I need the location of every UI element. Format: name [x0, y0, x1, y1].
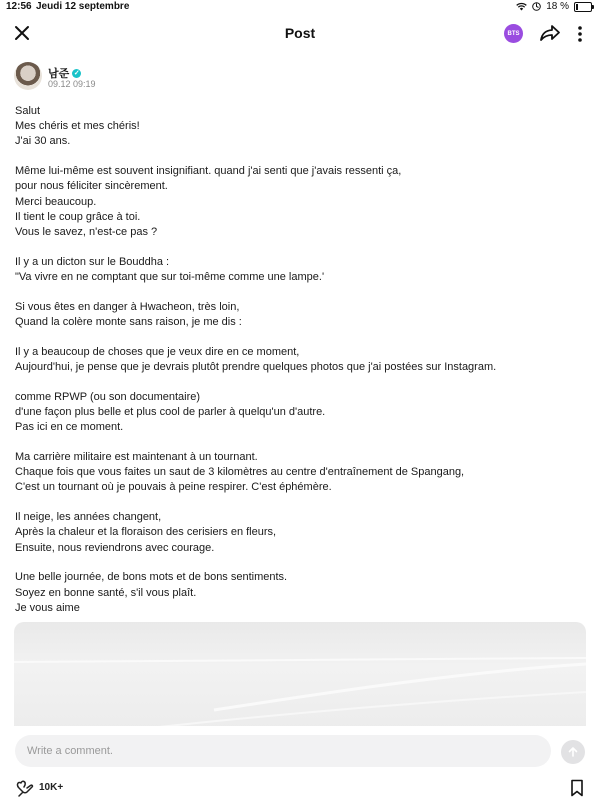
bookmark-icon[interactable]	[570, 779, 584, 797]
post-paragraph	[15, 345, 585, 375]
post-line: Quand la colère monte sans raison, je me dis :	[15, 316, 242, 329]
status-time: 12:56	[6, 1, 32, 12]
post-line: Il y a un dicton sur le Bouddha :	[15, 255, 170, 268]
bts-community-badge[interactable]: BTS	[504, 24, 523, 43]
comment-bar	[0, 726, 600, 800]
post-line: comme RPWP (ou son documentaire)	[15, 390, 201, 403]
post-paragraph	[15, 300, 585, 330]
arrow-up-icon	[567, 746, 579, 758]
post-timestamp: 09.12 09:19	[48, 79, 96, 89]
post-line: Mes chéris et mes chéris!	[15, 120, 140, 133]
post-line: Même lui-même est souvent insignifiant. quand j'ai senti que j'avais ressenti ça,	[15, 165, 402, 178]
post-paragraph	[15, 450, 585, 496]
post-body	[15, 104, 585, 631]
post-line: pour nous féliciter sincèrement.	[15, 180, 168, 193]
status-right	[516, 1, 592, 12]
post-line: Ma carrière militaire est maintenant à un tournant.	[15, 451, 258, 464]
post-paragraph	[15, 104, 585, 150]
post-line: Merci beaucoup.	[15, 195, 97, 208]
location-icon	[532, 2, 541, 11]
photo-content	[14, 622, 586, 732]
author-name: 남준	[48, 68, 70, 80]
post-line: Une belle journée, de bons mots et de bons sentiments.	[15, 571, 288, 584]
post-paragraph	[15, 510, 585, 556]
post-line: Il tient le coup grâce à toi.	[15, 210, 141, 223]
top-bar	[0, 18, 600, 50]
post-line: Pas ici en ce moment.	[15, 421, 124, 434]
more-vertical-icon[interactable]	[572, 24, 588, 44]
post-line: Chaque fois que vous faites un saut de 3 kilomètres au centre d'entraînement de Spangang,	[15, 466, 465, 479]
comment-input[interactable]	[15, 735, 551, 767]
avatar[interactable]	[14, 62, 42, 90]
status-bar	[0, 0, 600, 14]
post-line: Vous le savez, n'est-ce pas ?	[15, 226, 158, 239]
post-line: d'une façon plus belle et plus cool de parler à quelqu'un d'autre.	[15, 406, 326, 419]
post-line: Après la chaleur et la floraison des cerisiers en fleurs,	[15, 526, 277, 539]
post-paragraph	[15, 570, 585, 616]
post-paragraph	[15, 390, 585, 436]
post-line: Si vous êtes en danger à Hwacheon, très loin,	[15, 300, 240, 313]
share-icon[interactable]	[539, 23, 561, 43]
post-line: Ensuite, nous reviendrons avec courage.	[15, 541, 215, 554]
post-line: J'ai 30 ans.	[15, 135, 71, 148]
verified-icon: ✓	[73, 69, 80, 77]
post-paragraph	[15, 255, 585, 285]
like-count: 10K+	[39, 782, 64, 793]
battery-icon	[574, 2, 592, 12]
post-line: Aujourd'hui, je pense que je devrais plutôt prendre quelques photos que j'ai postées sur Instagram.	[15, 361, 497, 374]
post-line: Salut	[15, 105, 41, 117]
post-line: "Va vivre en ne comptant que sur toi-même comme une lampe.'	[15, 271, 325, 284]
page-title: Post	[284, 25, 316, 41]
post-line: Soyez en bonne santé, s'il vous plaît.	[15, 586, 197, 599]
post-line: C'est un tournant où je pouvais à peine respirer. C'est éphémère.	[15, 481, 332, 494]
post-line: Il y a beaucoup de choses que je veux dire en ce moment,	[15, 345, 300, 358]
post-line: Je vous aime	[15, 601, 80, 614]
battery-percent: 18 %	[546, 1, 569, 12]
heart-hand-icon[interactable]	[15, 779, 35, 797]
post-photo[interactable]	[14, 622, 586, 732]
status-date: Jeudi 12 septembre	[36, 1, 130, 12]
post-line: Il neige, les années changent,	[15, 511, 162, 524]
post-paragraph	[15, 164, 585, 240]
wifi-icon	[516, 2, 527, 11]
send-button[interactable]	[561, 740, 585, 764]
